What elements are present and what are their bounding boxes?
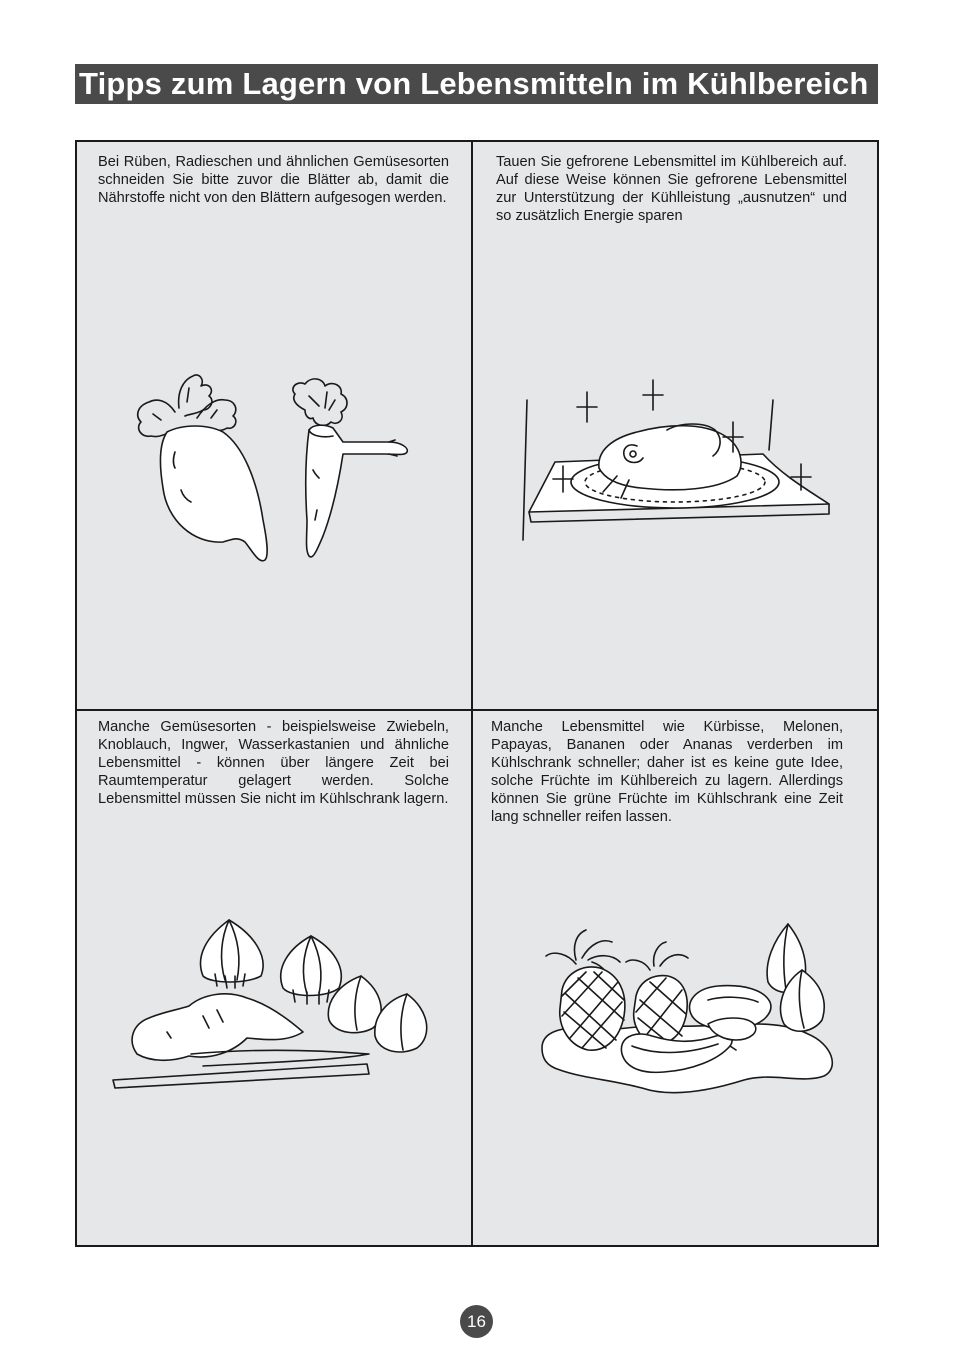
frozen-chicken-icon	[517, 372, 837, 547]
grid-divider-vertical	[471, 142, 473, 1245]
grid-divider-horizontal	[77, 709, 877, 711]
tip-text-thaw: Tauen Sie gefrorene Lebensmittel im Kühlbereich auf. Auf diese Weise können Sie gefrorene Lebensmittel zur Unterstützung der Kühlleistung „ausnutzen“ und so zusätzlich Energie sparen	[496, 154, 847, 224]
page-title: Tipps zum Lagern von Lebensmitteln im Kühlbereich	[79, 66, 869, 101]
beet-radish-icon	[127, 370, 427, 570]
tips-grid	[75, 140, 879, 1247]
onion-garlic-ginger-icon	[107, 912, 447, 1097]
tip-text-room-temp: Manche Gemüsesorten - beispielsweise Zwiebeln, Knoblauch, Ingwer, Wasserkastanien und ähnliche Lebensmittel - können über längere Zeit bei Raumtemperatur gelagert werden. Solche Lebensmittel müssen Sie nicht im Kühlschrank lagern.	[98, 719, 449, 807]
tip-text-tropical-fruits: Manche Lebensmittel wie Kürbisse, Melonen, Papayas, Bananen oder Ananas verderben im Kühlschrank schneller; daher ist es keine gute Idee, solche Früchte im Kühlbereich zu lagern. Allerdings können Sie grüne Früchte im Kühlschrank eine Zeit lang schneller reifen lassen.	[491, 719, 843, 825]
page-number-badge: 16	[460, 1305, 493, 1338]
tip-text-beets: Bei Rüben, Radieschen und ähnlichen Gemüsesorten schneiden Sie bitte zuvor die Blätter ab, damit die Nährstoffe nicht von den Blättern aufgesogen werden.	[98, 154, 449, 206]
title-bar	[75, 64, 878, 104]
tropical-fruits-icon	[532, 920, 852, 1100]
